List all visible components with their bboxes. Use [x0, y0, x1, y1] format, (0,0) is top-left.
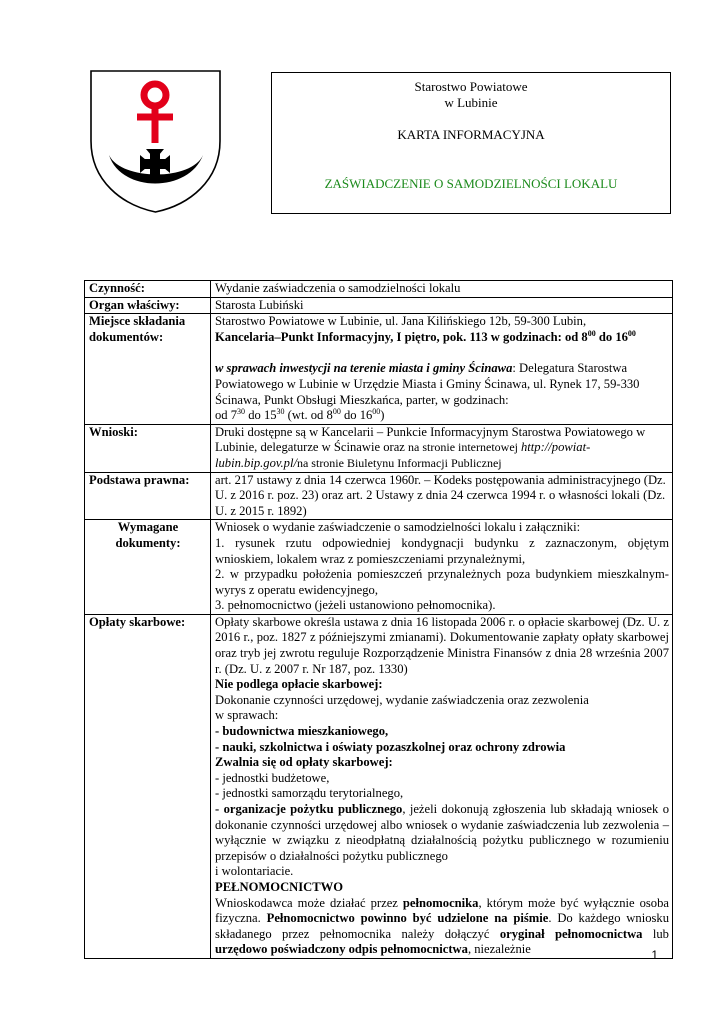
table-row: [85, 281, 673, 298]
inwestycje-paragraph: w sprawach inwestycji na terenie miasta i gminy Ścinawa: Delegatura Starostwa Powiatowego w Lubinie w Urzędzie Miasta i Gminy Ścinawa, ul. Rynek 17, 59-330 Ścinawa, Punkt Obsługi Mieszkańca, parter, w godzinach:: [215, 361, 640, 407]
row-label: Wnioski:: [85, 424, 211, 472]
list-item: 3. pełnomocnictwo (jeżeli ustanowiono pełnomocnika).: [215, 598, 496, 613]
row-label: Miejsce składania dokumentów:: [85, 314, 211, 425]
list-item: - organizacje pożytku publicznego, jeżeli dokonują zgłoszenia lub składają wniosek o dokonanie czynności urzędowej albo wniosek o wydanie zaświadczenia lub zezwolenia – wyłącznie w związku z nieodpłatną działalnością pożytku publicznego w rozumieniu przepisów o działalności pożytku publicznego: [215, 802, 669, 863]
table-row: [85, 520, 673, 615]
row-value: art. 217 ustawy z dnia 14 czerwca 1960r. – Kodeks postępowania administracyjnego (Dz. U. z 2016 r. poz. 23) oraz art. 2 Ustawy z dnia 24 czerwca 1994 r. o własności lokali (Dz. U. z 2015 r. 1892): [211, 472, 673, 520]
table-row: [85, 614, 673, 958]
text-line: Dokonanie czynności urzędowej, wydanie zaświadczenia oraz zezwolenia: [215, 692, 589, 707]
table-row: [85, 314, 673, 425]
oplaty-paragraph: Opłaty skarbowe określa ustawa z dnia 16 listopada 2006 r. o opłacie skarbowej (Dz. U. z 2016 r., poz. 1827 z późniejszymi zmianami). Dokumentowanie zapłaty opłaty skarbowej oraz tryb jej zwrotu reguluje Rozporządzenie Ministra Finansów z dnia 28 września 2007 r. (Dz. U. z 2007 r. Nr 187, poz. 1330): [215, 614, 669, 676]
table-row: [85, 472, 673, 520]
text-line: i wolontariacie.: [215, 864, 294, 879]
hours-line: od $7^{30}$ do $15^{30}$ (wt. od $8^{00}$ do $16^{00}$): [215, 407, 385, 423]
subheading: Nie podlega opłacie skarbowej:: [215, 677, 383, 692]
document-type: KARTA INFORMACYJNA: [397, 127, 545, 142]
subheading: PEŁNOMOCNICTWO: [215, 879, 344, 894]
coat-of-arms-icon: [89, 69, 222, 214]
row-label: Czynność:: [85, 281, 211, 298]
subheading: Zwalnia się od opłaty skarbowej:: [215, 755, 393, 770]
text-line: w sprawach:: [215, 708, 279, 723]
row-value: Starosta Lubiński: [211, 297, 673, 314]
row-value: [211, 314, 673, 425]
bip-link[interactable]: http://powiat-lubin.bip.gov.pl/: [215, 440, 591, 470]
pelnomocnictwo-paragraph: Wnioskodawca może działać przez pełnomocnika, którym może być wyłącznie osoba fizyczna. Pełnomocnictwo powinno być udzielone na piśmie. Do każdego wniosku składanego przez pełnomocnika należy dołączyć oryginał pełnomocnictwa lub urzędowo poświadczony odpis pełnomocnictwa, niezależnie: [215, 895, 669, 957]
list-item: - nauki, szkolnictwa i oświaty pozaszkolnej oraz ochrony zdrowia: [215, 739, 566, 754]
list-item: 1. rysunek rzutu odpowiedniej kondygnacji budynku z zaznaczonym, objętym wnioskiem, lokalem wraz z pomieszczeniami przynależnymi,: [215, 535, 669, 566]
row-value: [211, 520, 673, 615]
row-value: [211, 614, 673, 958]
list-item: - jednostki budżetowe,: [215, 770, 330, 785]
list-intro: Wniosek o wydanie zaświadczenie o samodzielności lokalu i załączniki:: [215, 520, 581, 535]
row-label: Podstawa prawna:: [85, 472, 211, 520]
kancelaria-line: Kancelaria–Punkt Informacyjny, I piętro, pok. 113 w godzinach: od $8^{00}$ do $16^{00}$: [215, 328, 636, 344]
row-value: Druki dostępne są w Kancelarii – Punkcie Informacyjnym Starostwa Powiatowego w Lubinie, delegaturze w Ścinawie oraz na stronie internetowej http://powiat-lubin.bip.gov.pl/na stronie Biuletynu Informacji Publicznej: [211, 424, 673, 472]
header-box: [271, 72, 671, 214]
address-line: Starostwo Powiatowe w Lubinie, ul. Jana Kilińskiego 12b, 59-300 Lubin,: [215, 314, 587, 329]
row-label: Wymagane dokumenty:: [85, 520, 211, 615]
page-number: 1: [651, 948, 658, 962]
row-value: Wydanie zaświadczenia o samodzielności lokalu: [211, 281, 673, 298]
office-city: w Lubinie: [444, 95, 498, 110]
list-item: - budownictwa mieszkaniowego,: [215, 724, 389, 739]
document-subject: ZAŚWIADCZENIE O SAMODZIELNOŚCI LOKALU: [324, 176, 618, 191]
list-item: 2. w przypadku położenia pomieszczeń przynależnych poza budynkiem mieszkalnym-wyrys z operatu ewidencyjnego,: [215, 567, 669, 597]
row-label: Opłaty skarbowe:: [85, 614, 211, 958]
office-name: Starostwo Powiatowe: [414, 79, 528, 94]
table-row: [85, 424, 673, 472]
table-row: [85, 297, 673, 314]
info-table: [84, 280, 673, 959]
row-label: Organ właściwy:: [85, 297, 211, 314]
list-item: - jednostki samorządu terytorialnego,: [215, 786, 404, 801]
